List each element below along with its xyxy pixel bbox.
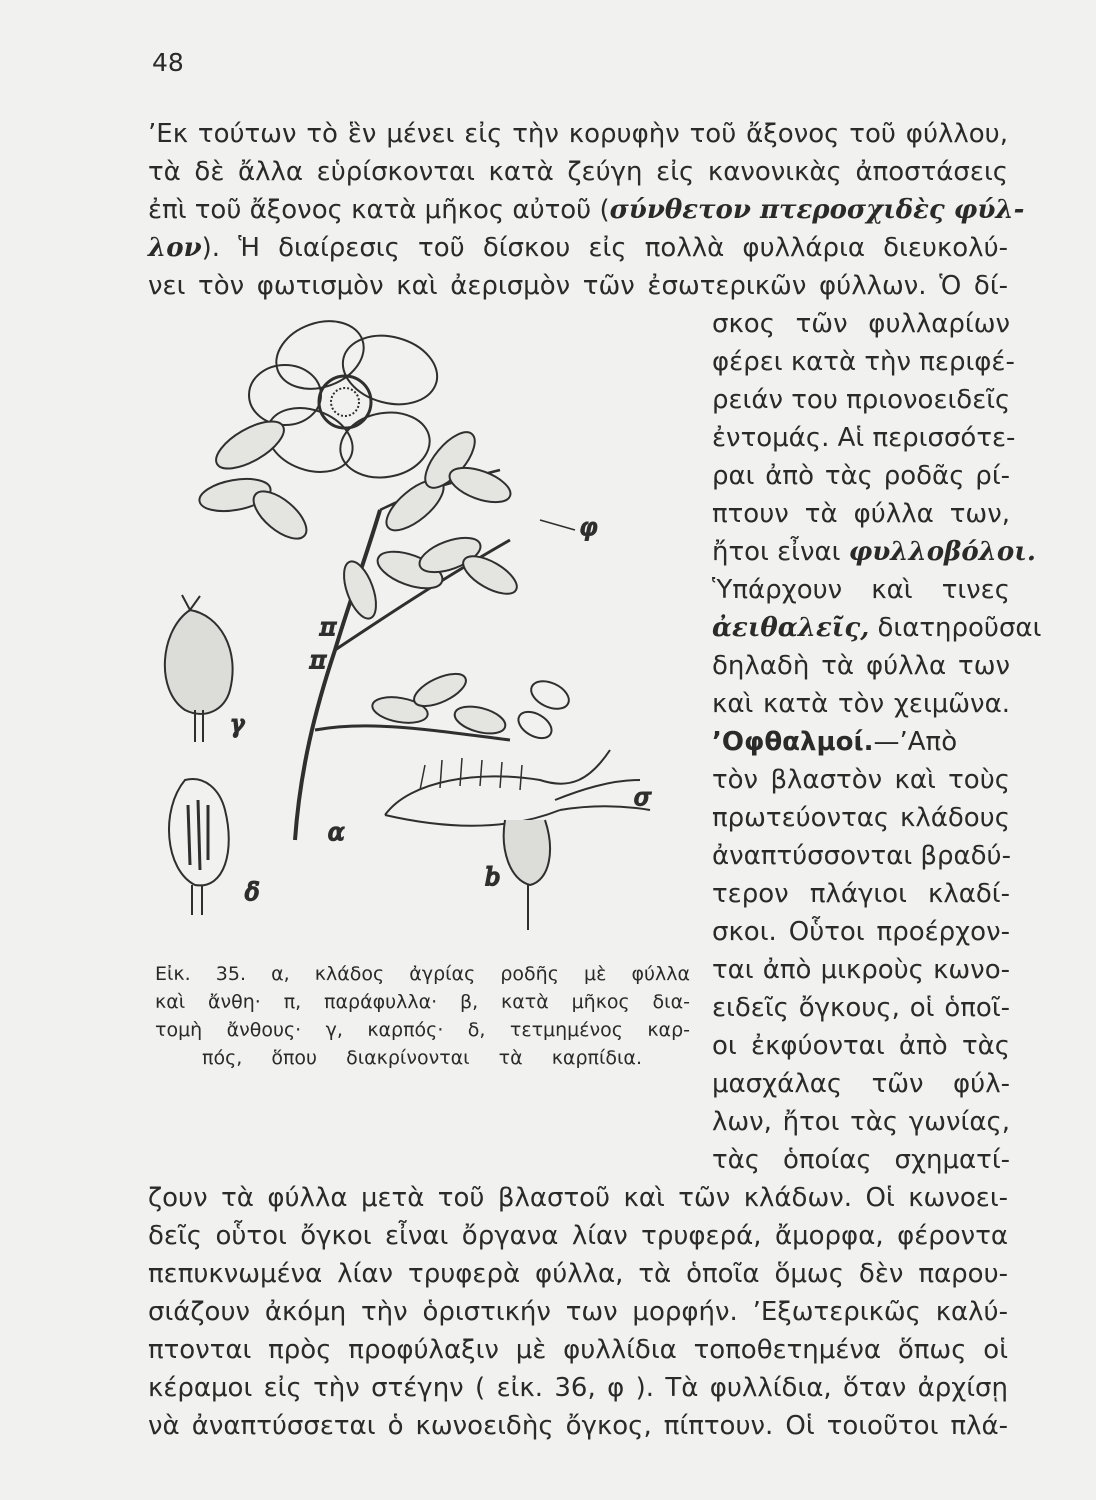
text-line — [712, 726, 1010, 758]
text-line — [148, 232, 1008, 264]
text-line: σιάζουν ἀκόμη τὴν ὁριστικήν των μορφήν. ’Εξωτερικῶς καλύ- — [148, 1297, 1008, 1327]
text-line: ἀναπτύσσονται βραδύ- — [712, 841, 1011, 871]
term-evergreen: ἀειθαλεῖς, — [712, 613, 870, 643]
text-line: πτονται πρὸς προφύλαξιν μὲ φυλλίδια τοποθετημένα ὅπως οἱ — [148, 1335, 1008, 1365]
term-compound-pinnate-leaf: σύνθετον πτεροσχιδὲς φύλ- — [609, 195, 1025, 225]
text-line — [712, 536, 1036, 568]
term-deciduous: φυλλοβόλοι. — [848, 537, 1036, 567]
text-line: οι ἐκφύονται ἀπὸ τὰς — [712, 1031, 1010, 1061]
text-line: ραι ἀπὸ τὰς ροδᾶς ρί- — [712, 461, 1010, 491]
figure-caption-line: πός, ὅπου διακρίνονται τὰ καρπίδια. — [202, 1047, 642, 1069]
text-line: νὰ ἀναπτύσσεται ὁ κωνοειδὴς ὄγκος, πίπτουν. Οἱ τοιοῦτοι πλά- — [148, 1411, 1008, 1441]
rose-flower — [249, 310, 445, 484]
text-run: ). Ἡ διαίρεσις τοῦ δίσκου εἰς πολλὰ φυλλάρια διευκολύ- — [201, 233, 1008, 263]
text-line: πρωτεύοντας κλάδους — [712, 803, 1010, 833]
label-beta: b — [485, 863, 501, 891]
text-line: φέρει κατὰ τὴν περιφέ- — [712, 347, 1015, 377]
page-number: 48 — [152, 48, 184, 77]
text-line: πεπυκνωμένα λίαν τρυφερὰ φύλλα, τὰ ὁποῖα ὅμως δὲν παρου- — [148, 1259, 1008, 1289]
text-line: δεῖς οὗτοι ὄγκοι εἶναι ὄργανα λίαν τρυφερά, ἄμορφα, φέροντα — [148, 1221, 1008, 1251]
section-heading-buds: ’Οφθαλμοί. — [712, 727, 874, 757]
label-delta: δ — [245, 878, 260, 906]
text-line: δηλαδὴ τὰ φύλλα των — [712, 651, 1010, 681]
text-line: ρειάν του πριονοειδεῖς — [712, 385, 1011, 415]
figure-caption-line: τομὴ ἄνθους· γ, καρπός· δ, τετμημένος καρ- — [155, 1019, 690, 1041]
rose-buds — [514, 676, 573, 744]
label-pi-2: π — [310, 646, 326, 674]
figure-caption-line: καὶ ἄνθη· π, παράφυλλα· β, κατὰ μῆκος δια- — [155, 991, 690, 1013]
rose-illustration — [150, 310, 710, 960]
text-line: πτουν τὰ φύλλα των, — [712, 499, 1010, 529]
cut-fruit-delta — [169, 779, 229, 915]
text-line: καὶ κατὰ τὸν χειμῶνα. — [712, 689, 1010, 719]
main-stem — [295, 510, 380, 840]
text-run: ἐπὶ τοῦ ἄξονος κατὰ μῆκος αὐτοῦ ( — [148, 195, 610, 225]
text-line: ἐντομάς. Αἱ περισσότε- — [712, 423, 1016, 453]
text-line: κέραμοι εἰς τὴν στέγην ( εἰκ. 36, φ ). Τὰ φυλλίδια, ὅταν ἀρχίσῃ — [148, 1373, 1008, 1403]
text-line: νει τὸν φωτισμὸν καὶ ἀερισμὸν τῶν ἐσωτερικῶν φύλλων. Ὁ δί- — [148, 271, 1008, 301]
text-line: τερον πλάγιοι κλαδί- — [712, 879, 1010, 909]
text-line: σκος τῶν φυλλαρίων — [712, 309, 1010, 339]
text-line: Ὑπάρχουν καὶ τινες — [712, 575, 1010, 605]
phi-leader-line — [540, 520, 575, 530]
flower-section-beta — [385, 750, 650, 930]
text-line: σκοι. Οὗτοι προέρχον- — [712, 917, 1010, 947]
label-sigma: σ — [634, 783, 651, 811]
text-run: ἤτοι εἶναι — [712, 537, 849, 567]
text-run: —’Απὸ — [873, 727, 958, 757]
text-line: τὰς ὁποίας σχηματί- — [712, 1145, 1010, 1175]
text-line: μασχάλας τῶν φύλ- — [712, 1069, 1010, 1099]
text-line: ζουν τὰ φύλλα μετὰ τοῦ βλαστοῦ καὶ τῶν κλάδων. Οἱ κωνοει- — [148, 1183, 1008, 1213]
term-compound-pinnate-leaf-end: λον — [148, 233, 202, 263]
text-line: ειδεῖς ὄγκους, οἱ ὁποῖ- — [712, 993, 1010, 1023]
text-line — [148, 194, 1025, 226]
label-pi-1: π — [320, 613, 336, 641]
label-phi: φ — [580, 513, 597, 541]
leaves — [197, 412, 523, 738]
fruit-gamma — [165, 595, 233, 742]
text-line: τὰ δὲ ἄλλα εὑρίσκονται κατὰ ζεύγη εἰς κανονικὰς ἀποστάσεις — [148, 157, 1008, 187]
figure-caption-line: Εἰκ. 35. α, κλάδος ἀγρίας ροδῆς μὲ φύλλα — [155, 963, 690, 985]
text-line: ’Εκ τούτων τὸ ἓν μένει εἰς τὴν κορυφὴν τοῦ ἄξονος τοῦ φύλλου, — [148, 119, 1008, 149]
label-alpha: α — [328, 818, 345, 846]
text-line: τὸν βλαστὸν καὶ τοὺς — [712, 765, 1010, 795]
label-gamma: γ — [230, 710, 245, 738]
text-run: διατηροῦσαι — [869, 613, 1042, 643]
text-line: λων, ἤτοι τὰς γωνίας, — [712, 1107, 1010, 1137]
text-line — [712, 612, 1042, 644]
rose-drawing — [150, 310, 710, 960]
text-line: ται ἀπὸ μικροὺς κωνο- — [712, 955, 1010, 985]
